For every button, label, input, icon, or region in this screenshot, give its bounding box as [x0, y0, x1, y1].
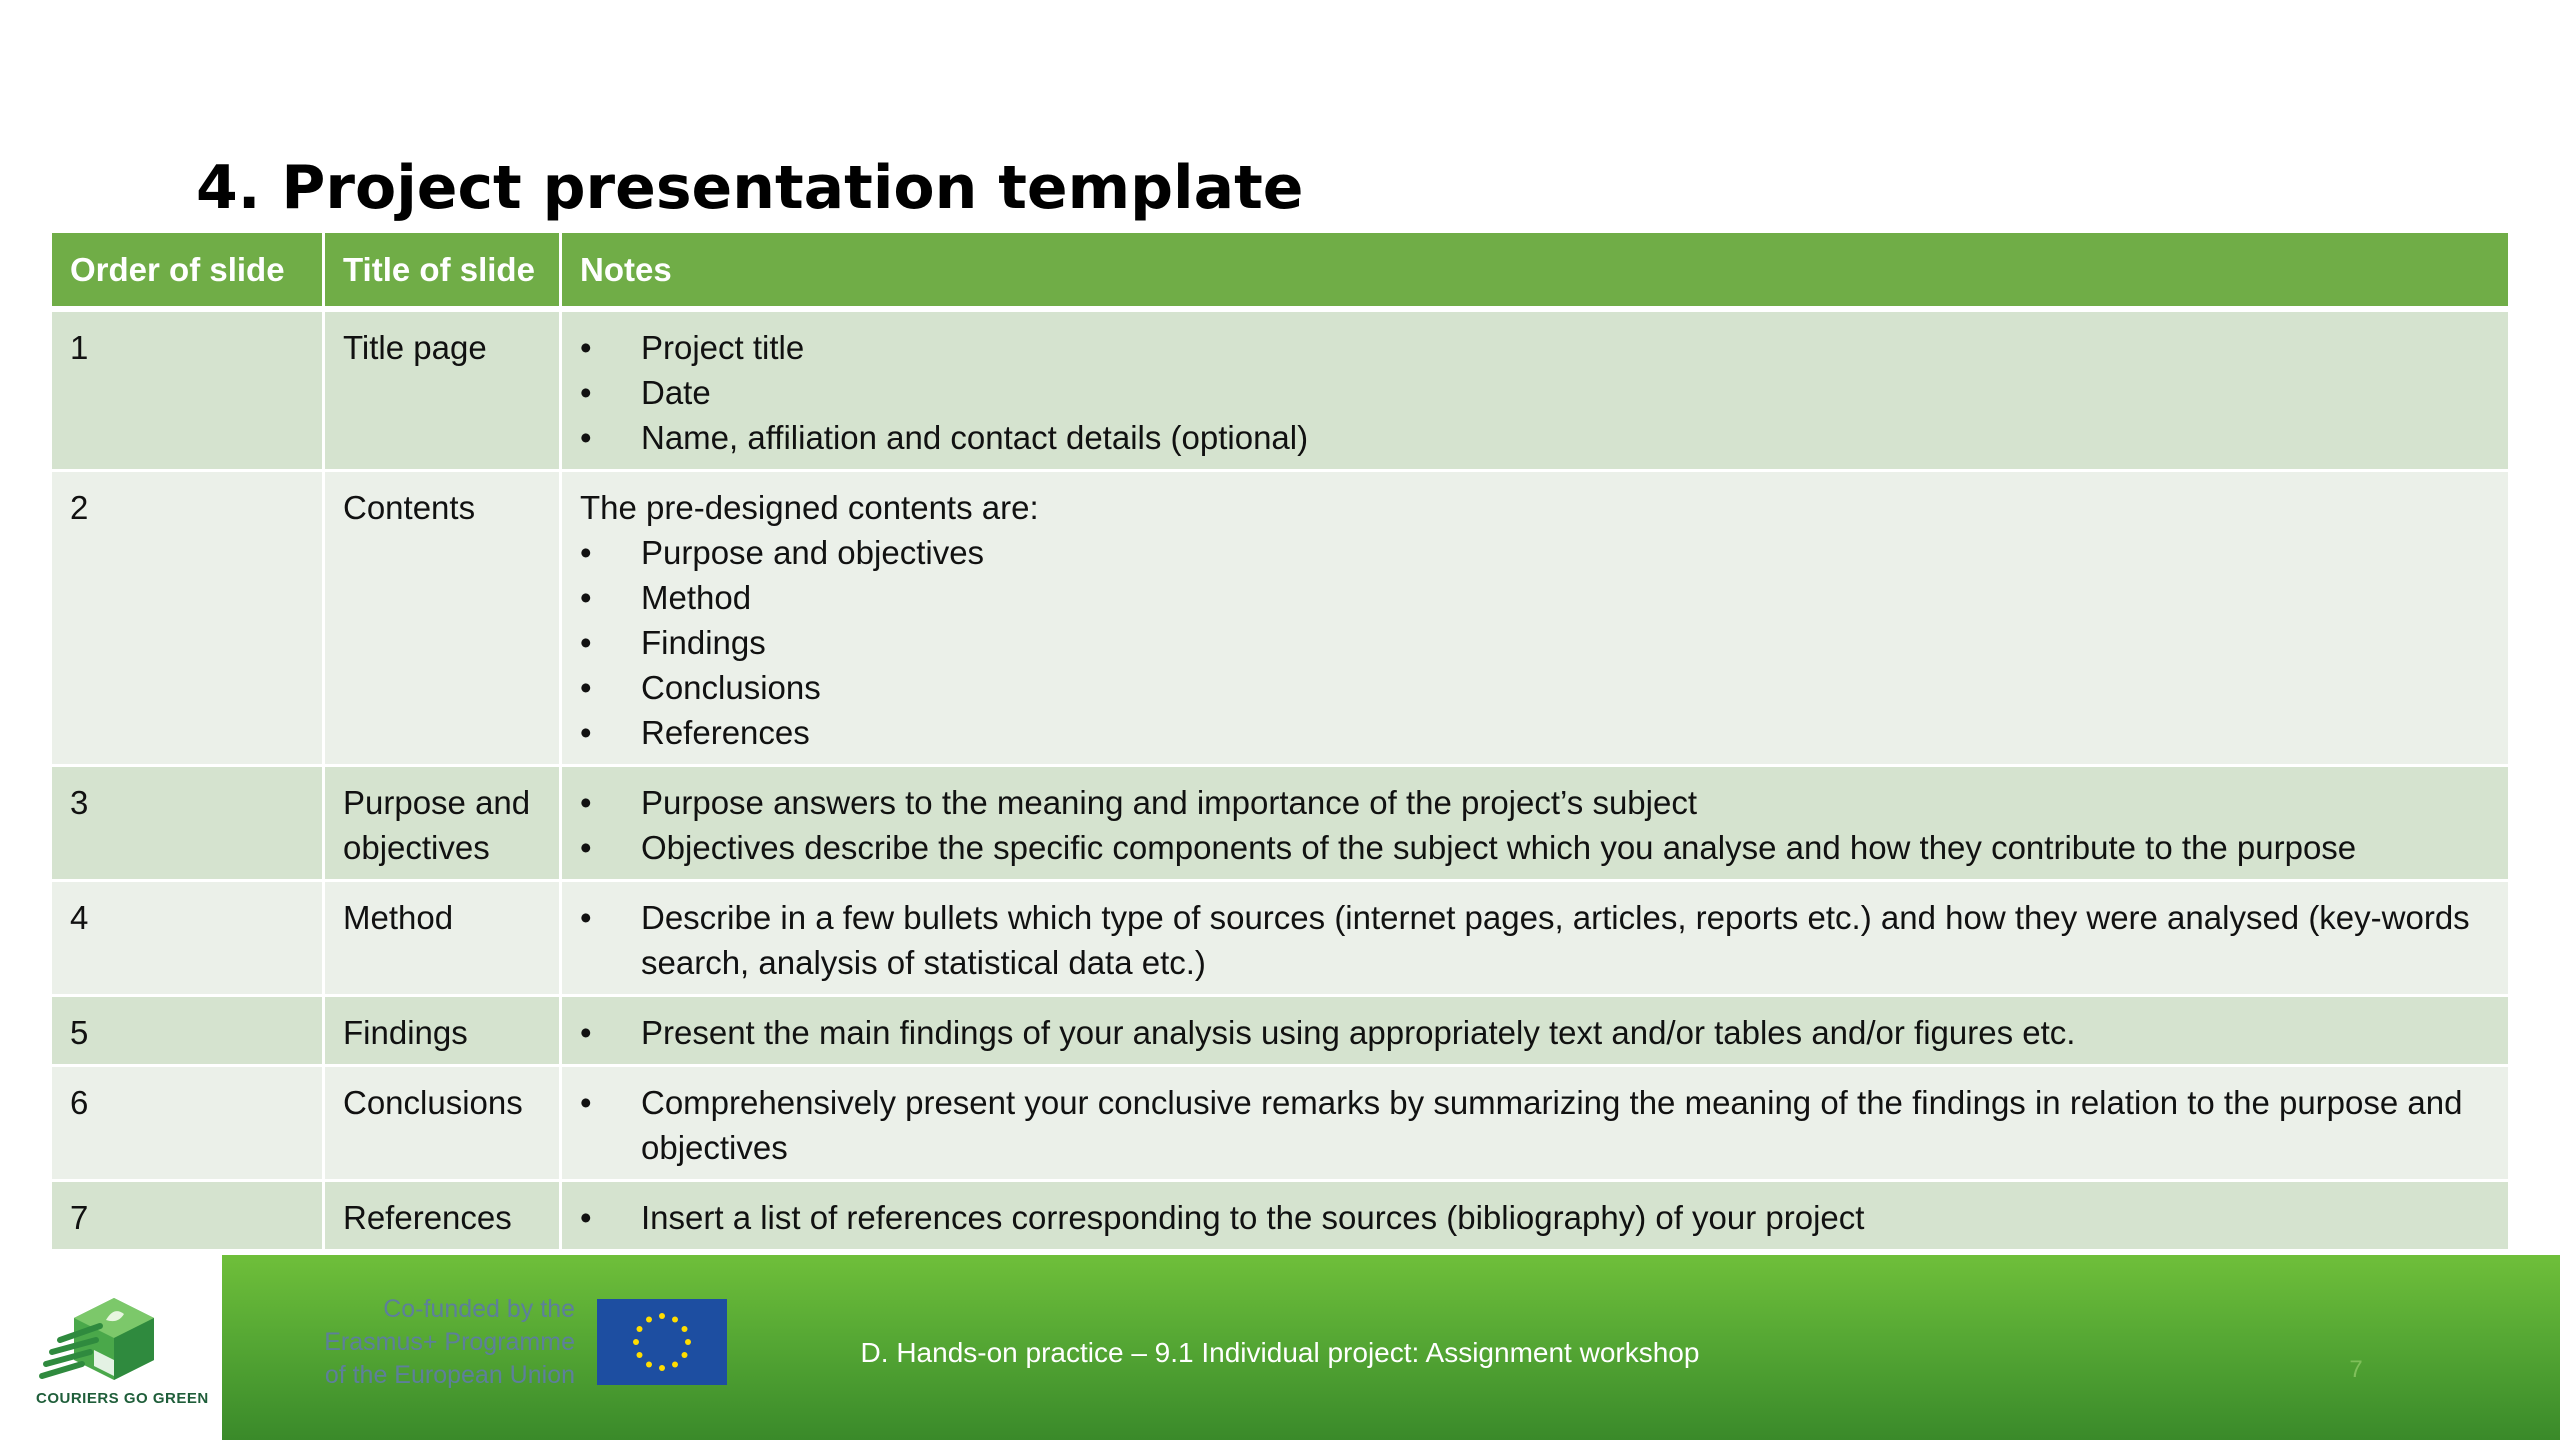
slide-title: 4. Project presentation template	[196, 153, 1304, 223]
cofunded-text	[290, 1293, 575, 1392]
cell-notes	[559, 997, 2508, 1067]
notes-bullet-item: • Describe in a few bullets which type of sources (internet pages, articles, reports etc.) and how they were analysed (key-words search, analysis of statistical data etc.)	[580, 895, 2490, 985]
eu-flag-icon	[597, 1299, 727, 1385]
cell-order: 3	[52, 767, 322, 882]
header-order-of-slide: Order of slide	[52, 233, 322, 312]
cell-title: Purpose and objectives	[322, 767, 559, 882]
eu-star	[672, 1362, 678, 1368]
cofund-line: Co-funded by the	[383, 1295, 575, 1323]
notes-bullet-item: • Comprehensively present your conclusive remarks by summarizing the meaning of the findings in relation to the purpose and objectives	[580, 1080, 2490, 1170]
cell-title: References	[322, 1182, 559, 1252]
cell-notes	[559, 1067, 2508, 1182]
notes-bullet-list	[580, 1010, 2490, 1055]
table-row	[52, 767, 2508, 882]
cofund-line: Erasmus+ Programme	[324, 1328, 575, 1356]
notes-bullet-item: • Insert a list of references corresponding to the sources (bibliography) of your project	[580, 1195, 2490, 1240]
notes-bullet-item: • Purpose answers to the meaning and importance of the project’s subject	[580, 780, 2490, 825]
notes-bullet-item: • Method	[580, 575, 2490, 620]
cell-order: 7	[52, 1182, 322, 1252]
eu-star	[682, 1352, 688, 1358]
cell-order: 4	[52, 882, 322, 997]
cell-title: Conclusions	[322, 1067, 559, 1182]
cell-title: Findings	[322, 997, 559, 1067]
notes-bullet-item: • References	[580, 710, 2490, 755]
eu-star	[637, 1352, 643, 1358]
cell-notes	[559, 312, 2508, 472]
page-number: 7	[2349, 1356, 2363, 1383]
cell-title: Title page	[322, 312, 559, 472]
eu-star	[646, 1362, 652, 1368]
notes-bullet-item: • Findings	[580, 620, 2490, 665]
notes-bullet-list	[580, 895, 2490, 985]
notes-bullet-item: • Name, affiliation and contact details (optional)	[580, 415, 2490, 460]
cell-notes	[559, 882, 2508, 997]
header-notes: Notes	[559, 233, 2508, 312]
table-row	[52, 472, 2508, 767]
footer-caption: D. Hands-on practice – 9.1 Individual project: Assignment workshop	[860, 1337, 1700, 1368]
eu-star	[637, 1326, 643, 1332]
notes-bullet-item: • Purpose and objectives	[580, 530, 2490, 575]
eu-star	[672, 1317, 678, 1323]
eu-star	[682, 1326, 688, 1332]
notes-bullet-item: • Present the main findings of your analysis using appropriately text and/or tables and/or figures etc.	[580, 1010, 2490, 1055]
notes-intro: The pre-designed contents are:	[580, 489, 1039, 526]
cell-notes	[559, 767, 2508, 882]
cell-title: Method	[322, 882, 559, 997]
cell-notes	[559, 1182, 2508, 1252]
notes-bullet-item: • Conclusions	[580, 665, 2490, 710]
cell-notes	[559, 472, 2508, 767]
cell-order: 2	[52, 472, 322, 767]
table-row	[52, 1182, 2508, 1252]
eu-star	[659, 1313, 665, 1319]
header-title-of-slide: Title of slide	[322, 233, 559, 312]
table-row	[52, 312, 2508, 472]
table-header-row	[52, 233, 2508, 312]
notes-bullet-list	[580, 325, 2490, 460]
cell-order: 6	[52, 1067, 322, 1182]
table-row	[52, 1067, 2508, 1182]
table-row	[52, 997, 2508, 1067]
cell-title: Contents	[322, 472, 559, 767]
table-body	[52, 312, 2508, 1252]
template-table	[52, 233, 2508, 1252]
eu-star	[659, 1365, 665, 1371]
cell-order: 1	[52, 312, 322, 472]
notes-bullet-list	[580, 1080, 2490, 1170]
notes-bullet-list	[580, 530, 2490, 755]
table-row	[52, 882, 2508, 997]
eu-star	[646, 1317, 652, 1323]
cofund-line: of the European Union	[324, 1361, 575, 1389]
eu-star	[633, 1339, 639, 1345]
cell-order: 5	[52, 997, 322, 1067]
notes-bullet-item: • Project title	[580, 325, 2490, 370]
logo-text: COURIERS GO GREEN	[36, 1390, 209, 1407]
notes-bullet-list	[580, 1195, 2490, 1240]
notes-bullet-list	[580, 780, 2490, 870]
notes-bullet-item: • Objectives describe the specific components of the subject which you analyse and how they contribute to the purpose	[580, 825, 2490, 870]
notes-bullet-item: • Date	[580, 370, 2490, 415]
eu-star	[685, 1339, 691, 1345]
